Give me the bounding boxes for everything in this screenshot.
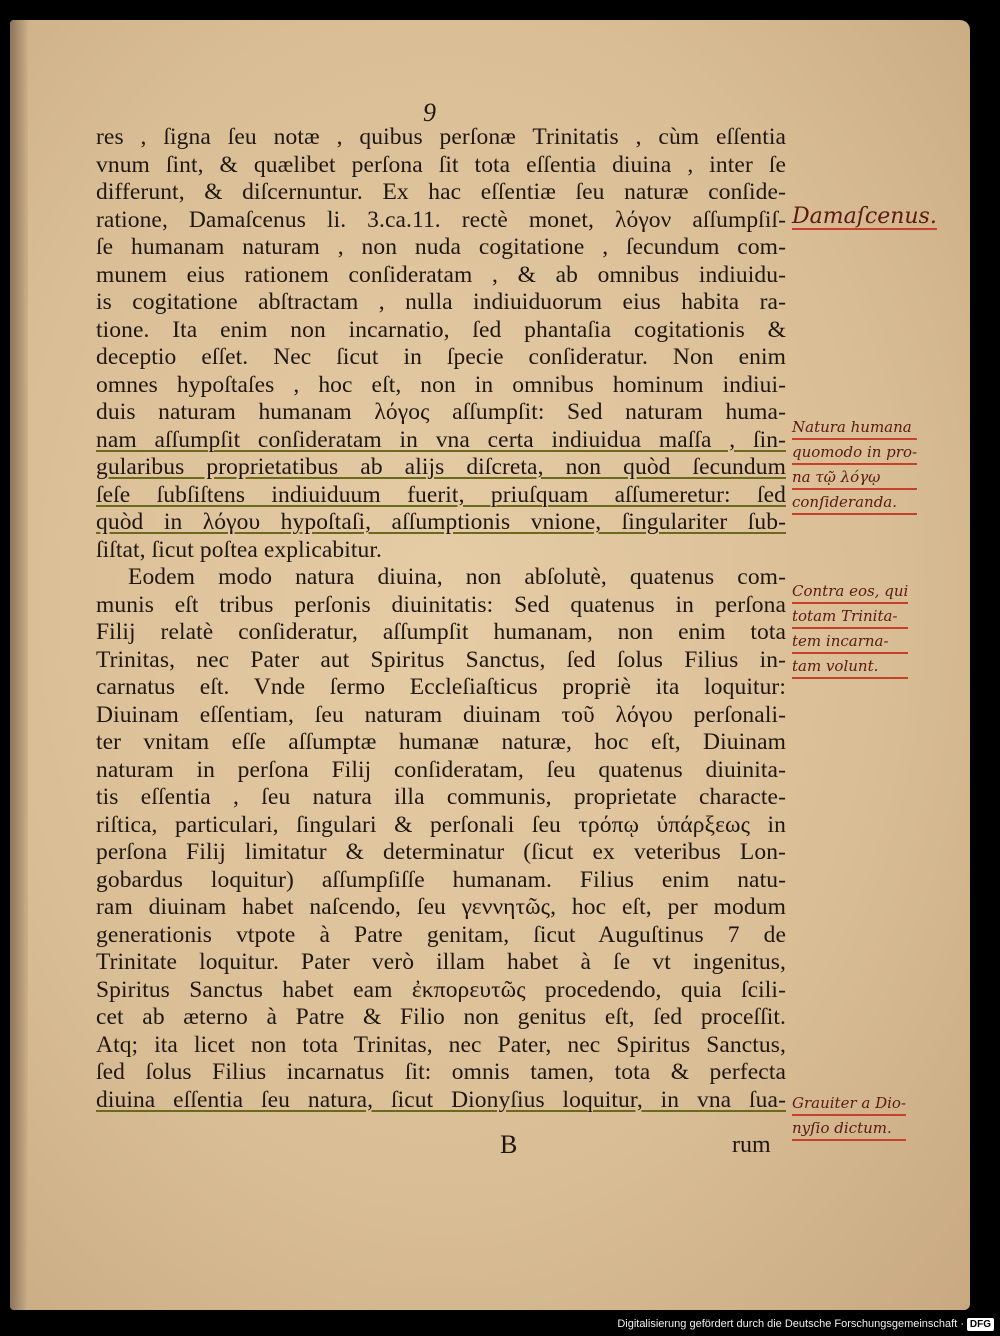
margin-note-line: Damaſcenus. xyxy=(792,204,937,229)
margin-note-line: tem incarna- xyxy=(792,630,908,654)
text-line: tis eſſentia , ſeu natura illa communis, proprietate characte- xyxy=(96,784,786,810)
text-line: ſed ſolus Filius incarnatus ſit: omnis tamen, tota & perfecta xyxy=(96,1059,786,1085)
catchword: rum xyxy=(732,1132,771,1158)
text-line: Trinitate loquitur. Pater verò illam habet à ſe vt ingenitus, xyxy=(96,949,786,975)
underlined-text-line: nam aſſumpſit conſideratam in vna certa indiuidua maſſa , ſin- xyxy=(96,426,786,453)
text-line: is cogitatione abſtractam , nulla indiuiduorum eius habita ra- xyxy=(96,289,786,315)
signature-mark: B xyxy=(500,1130,518,1159)
text-line: ſe humanam naturam , non nuda cogitatione , ſecundum com- xyxy=(96,234,786,260)
margin-note-line: totam Trinita- xyxy=(792,605,908,629)
text-line: omnes hypoſtaſes , hoc eſt, non in omnibus hominum indiui- xyxy=(96,371,786,398)
text-line: Spiritus Sanctus habet eam ἐκπορευτῶς procedendo, quia ſcili- xyxy=(96,976,786,1003)
page-number: 9 xyxy=(423,98,436,127)
margin-note-line: conſideranda. xyxy=(792,491,917,515)
margin-note-natura-humana xyxy=(792,416,917,516)
margin-note-dionysius xyxy=(792,1092,906,1142)
page-gutter xyxy=(10,20,28,1310)
text-line: vnum ſint, & quælibet perſona ſit tota eſſentia diuina , inter ſe xyxy=(96,151,786,178)
text-line: ratione, Damaſcenus li. 3.ca.11. rectè monet, λόγον aſſumpſiſ- xyxy=(96,206,786,233)
text-line: differunt, & diſcernuntur. Ex hac eſſentiæ ſeu naturæ conſide- xyxy=(96,179,786,205)
text-line: cet ab æterno à Patre & Filio non genitus eſt, ſed proceſſit. xyxy=(96,1004,786,1030)
text-line: munem eius rationem conſideratam , & ab omnibus indiuidu- xyxy=(96,261,786,288)
margin-note-line: Contra eos, qui xyxy=(792,580,908,604)
text-line: perſona Filij limitatur & determinatur (ſicut ex veteribus Lon- xyxy=(96,839,786,865)
margin-note-line: tam volunt. xyxy=(792,655,908,679)
margin-note-line: nyſio dictum. xyxy=(792,1117,906,1141)
funding-credit: Digitalisierung gefördert durch die Deutsche Forschungsgemeinschaft · xyxy=(617,1318,964,1330)
text-line: ſiſtat, ſicut poſtea explicabitur. xyxy=(96,536,382,563)
text-line: carnatus eſt. Vnde ſermo Eccleſiaſticus propriè ita loquitur: xyxy=(96,674,786,700)
margin-note-damascenus xyxy=(792,206,937,231)
text-line: munis eſt tribus perſonis diuinitatis: Sed quatenus in perſona xyxy=(96,591,786,618)
paragraph-start-line: Eodem modo natura diuina, non abſolutè, quatenus com- xyxy=(128,564,786,590)
text-line: naturam in perſona Filij conſideratam, ſeu quatenus diuinita- xyxy=(96,756,786,783)
margin-note-line: Natura humana xyxy=(792,416,917,440)
dfg-logo: DFG xyxy=(967,1318,994,1331)
underlined-text-line: diuina eſſentia ſeu natura, ſicut Dionyſius loquitur, in vna ſua- xyxy=(96,1086,786,1113)
main-text-block xyxy=(96,124,786,1114)
text-line: ram diuinam habet naſcendo, ſeu γεννητῶς, hoc eſt, per modum xyxy=(96,894,786,920)
margin-note-line: na τῷ λόγῳ xyxy=(792,466,917,490)
footer-bar xyxy=(0,1310,1000,1336)
text-line: tione. Ita enim non incarnatio, ſed phantaſia cogitationis & xyxy=(96,316,786,343)
underlined-text-line: quòd in λόγου hypoſtaſi, aſſumptionis vnione, ſingulariter ſub- xyxy=(96,509,786,535)
text-line: gobardus loquitur) aſſumpſiſſe humanam. Filius enim natu- xyxy=(96,866,786,893)
text-line: Atq; ita licet non tota Trinitas, nec Pater, nec Spiritus Sanctus, xyxy=(96,1031,786,1058)
underlined-text-line: ſeſe ſubſiſtens indiuiduum fuerit, priuſquam aſſumeretur: ſed xyxy=(96,481,786,508)
margin-note-line: Grauiter a Dio- xyxy=(792,1092,906,1116)
text-line: generationis vtpote à Patre genitam, ſicut Auguſtinus 7 de xyxy=(96,921,786,948)
text-line: deceptio eſſet. Nec ſicut in ſpecie conſideratur. Non enim xyxy=(96,344,786,370)
underlined-text-line: gularibus proprietatibus ab alijs diſcreta, non quòd ſecundum xyxy=(96,454,786,480)
text-line: Filij relatè conſideratur, aſſumpſit humanam, non enim tota xyxy=(96,619,786,645)
text-line: riſtica, particulari, ſingulari & perſonali ſeu τρόπῳ ὑπάρξεως in xyxy=(96,811,786,838)
book-page xyxy=(10,20,970,1310)
margin-note-contra-eos xyxy=(792,580,908,680)
text-line: ter vnitam eſſe aſſumptæ humanæ naturæ, hoc eſt, Diuinam xyxy=(96,729,786,755)
text-line: res , ſigna ſeu notæ , quibus perſonæ Trinitatis , cùm eſſentia xyxy=(96,124,786,150)
text-line: Diuinam eſſentiam, ſeu naturam diuinam τοῦ λόγου perſonali- xyxy=(96,701,786,728)
text-line: duis naturam humanam λόγος aſſumpſit: Sed naturam huma- xyxy=(96,399,786,425)
text-line: Trinitas, nec Pater aut Spiritus Sanctus, ſed ſolus Filius in- xyxy=(96,646,786,673)
margin-note-line: quomodo in pro- xyxy=(792,441,917,465)
